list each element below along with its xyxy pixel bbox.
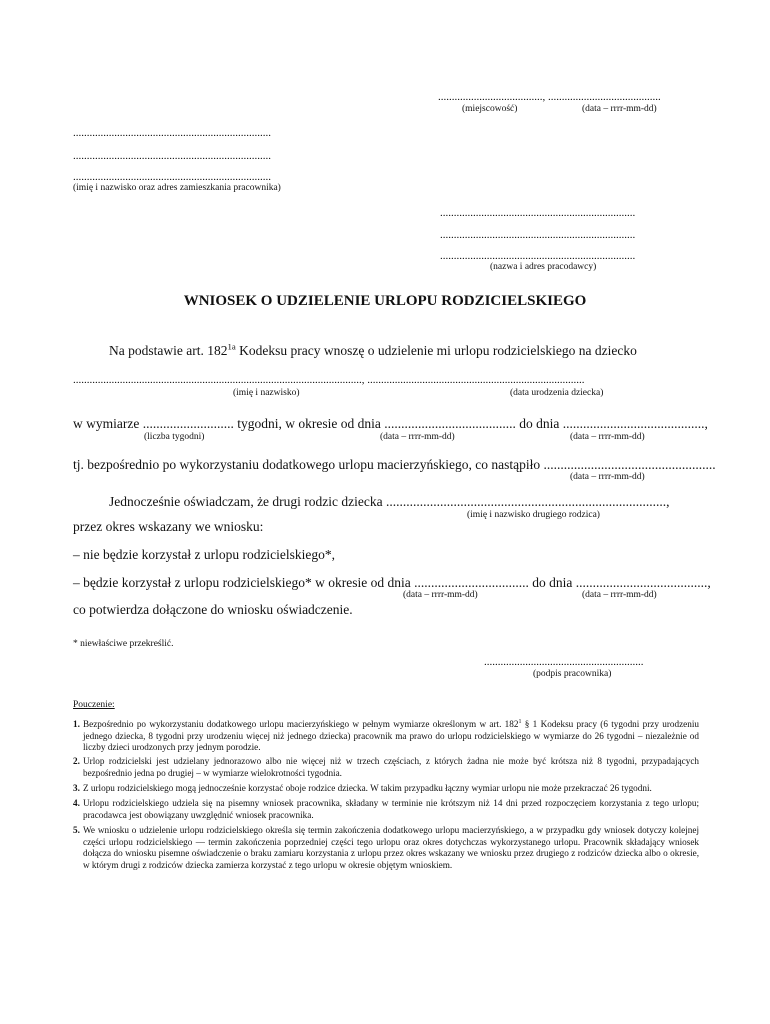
note-item-5 (73, 825, 699, 871)
from-date-caption: (data – rrrr-mm-dd) (380, 432, 455, 442)
employee-line-2[interactable]: ........................................................................ (73, 150, 271, 162)
note-item-2 (73, 756, 699, 779)
child-field[interactable]: ........................................................................................................., ............................................................................... (73, 374, 585, 386)
employee-caption: (imię i nazwisko oraz adres zamieszkania pracownika) (73, 183, 281, 193)
place-caption: (miejscowość) (462, 104, 518, 114)
child-birth-caption: (data urodzenia dziecka) (510, 388, 604, 398)
intro-text (109, 343, 637, 359)
other-parent-caption: (imię i nazwisko drugiego rodzica) (467, 510, 600, 520)
intro-text-a: Na podstawie art. 182 (109, 343, 228, 358)
place-date-field[interactable]: ......................................, ......................................... (438, 91, 661, 103)
period-line: przez okres wskazany we wniosku: (73, 519, 264, 534)
note-text: Urlop rodzicielski jest udzielany jednorazowo albo nie więcej niż w trzech częściach, z których żadna nie może być krótsza niż 8 tygodni, przypadających bezpośrednio jedna po drugiej – w wymiarze wielokrotności tygodnia. (83, 756, 699, 778)
employer-line-1[interactable]: ....................................................................... (440, 207, 636, 219)
employer-line-3[interactable]: ....................................................................... (440, 250, 636, 262)
notes-heading: Pouczenie: (73, 700, 115, 710)
note-text: Z urlopu rodzicielskiego mogą jednocześnie korzystać oboje rodzice dziecka. W takim przypadku łączny wymiar urlopu nie może przekraczać 26 tygodni. (83, 783, 652, 793)
note-number: 5. (73, 825, 80, 835)
note-number: 4. (73, 798, 80, 808)
note-item-4 (73, 798, 699, 821)
note-superscript: 1 (518, 718, 522, 725)
employer-caption: (nazwa i adres pracodawcy) (490, 262, 597, 272)
intro-text-b: Kodeksu pracy wnoszę o udzielenie mi urlopu rodzicielskiego na dziecko (235, 343, 637, 358)
option-to-caption: (data – rrrr-mm-dd) (582, 590, 657, 600)
option-from-caption: (data – rrrr-mm-dd) (403, 590, 478, 600)
note-text (83, 719, 699, 754)
employee-line-1[interactable]: ........................................................................ (73, 127, 271, 139)
to-date-caption: (data – rrrr-mm-dd) (570, 432, 645, 442)
note-item-3 (73, 783, 699, 795)
note-number: 2. (73, 756, 80, 766)
note-text-a: Bezpośrednio po wykorzystaniu dodatkowego urlopu macierzyńskiego w pełnym wymiarze określonym w art. 182 (83, 719, 519, 729)
declaration-line[interactable]: Jednocześnie oświadczam, że drugi rodzic dziecka ..................................................................................., (109, 494, 670, 509)
page-title: WNIOSEK O UDZIELENIE URLOPU RODZICIELSKIEGO (183, 293, 587, 309)
note-text-b: § 1 Kodeksu pracy (6 tygodni przy urodzeniu jednego dziecka, 8 tygodni przy urodzeniu więcej niż jednego dziecka) pracownik ma prawo do urlopu rodzicielskiego w wymiarze do 26 tygodni – niezależnie od liczby dzieci urodzonych przy jednym porodzie. (83, 719, 699, 753)
note-number: 3. (73, 783, 80, 793)
after-maternity-caption: (data – rrrr-mm-dd) (570, 472, 645, 482)
intro-superscript: 1a (227, 341, 236, 352)
signature-caption: (podpis pracownika) (533, 669, 612, 679)
child-name-caption: (imię i nazwisko) (233, 388, 300, 398)
signature-field[interactable]: .......................................................... (484, 656, 644, 668)
note-number: 1. (73, 719, 80, 729)
confirm-line: co potwierdza dołączone do wniosku oświadczenie. (73, 602, 353, 617)
date-caption: (data – rrrr-mm-dd) (582, 104, 657, 114)
footnote: * niewłaściwe przekreślić. (73, 639, 174, 649)
after-maternity-line[interactable]: tj. bezpośrednio po wykorzystaniu dodatkowego urlopu macierzyńskiego, co nastąpiło ................................................... (73, 457, 716, 472)
option-not-using: – nie będzie korzystał z urlopu rodzicielskiego*, (73, 547, 336, 562)
weeks-caption: (liczba tygodni) (144, 432, 205, 442)
note-text: Urlopu rodzicielskiego udziela się na pisemny wniosek pracownika, składany w terminie nie krótszym niż 14 dni przed rozpoczęciem korzystania z tego urlopu; pracodawca jest obowiązany uwzględnić wniosek pracownika. (83, 798, 699, 820)
employee-line-3[interactable]: ........................................................................ (73, 171, 271, 183)
note-item-1 (73, 719, 699, 754)
option-using[interactable]: – będzie korzystał z urlopu rodzicielskiego* w okresie od dnia .................................. do dnia ......................................., (73, 575, 711, 590)
note-text: We wniosku o udzielenie urlopu rodzicielskiego określa się termin zakończenia dodatkowego urlopu macierzyńskiego, a w przypadku gdy wniosek dotyczy kolejnej części urlopu rodzicielskiego — termin zakończenia poprzedniej części tego urlopu oraz okres dotychczas wykorzystanego urlopu. Pracownik składający wniosek dołącza do wniosku pisemne oświadczenie o braku zamiaru korzystania z urlopu przez okres wskazany we wniosku przez drugiego z rodziców dziecka albo o okresie, w którym drugi z rodziców dziecka zamierza korzystać z tego urlopu w okresie objętym wnioskiem. (83, 825, 699, 870)
range-line[interactable]: w wymiarze ........................... tygodni, w okresie od dnia ....................................... do dnia .........................................., (73, 416, 708, 431)
employer-line-2[interactable]: ....................................................................... (440, 229, 636, 241)
